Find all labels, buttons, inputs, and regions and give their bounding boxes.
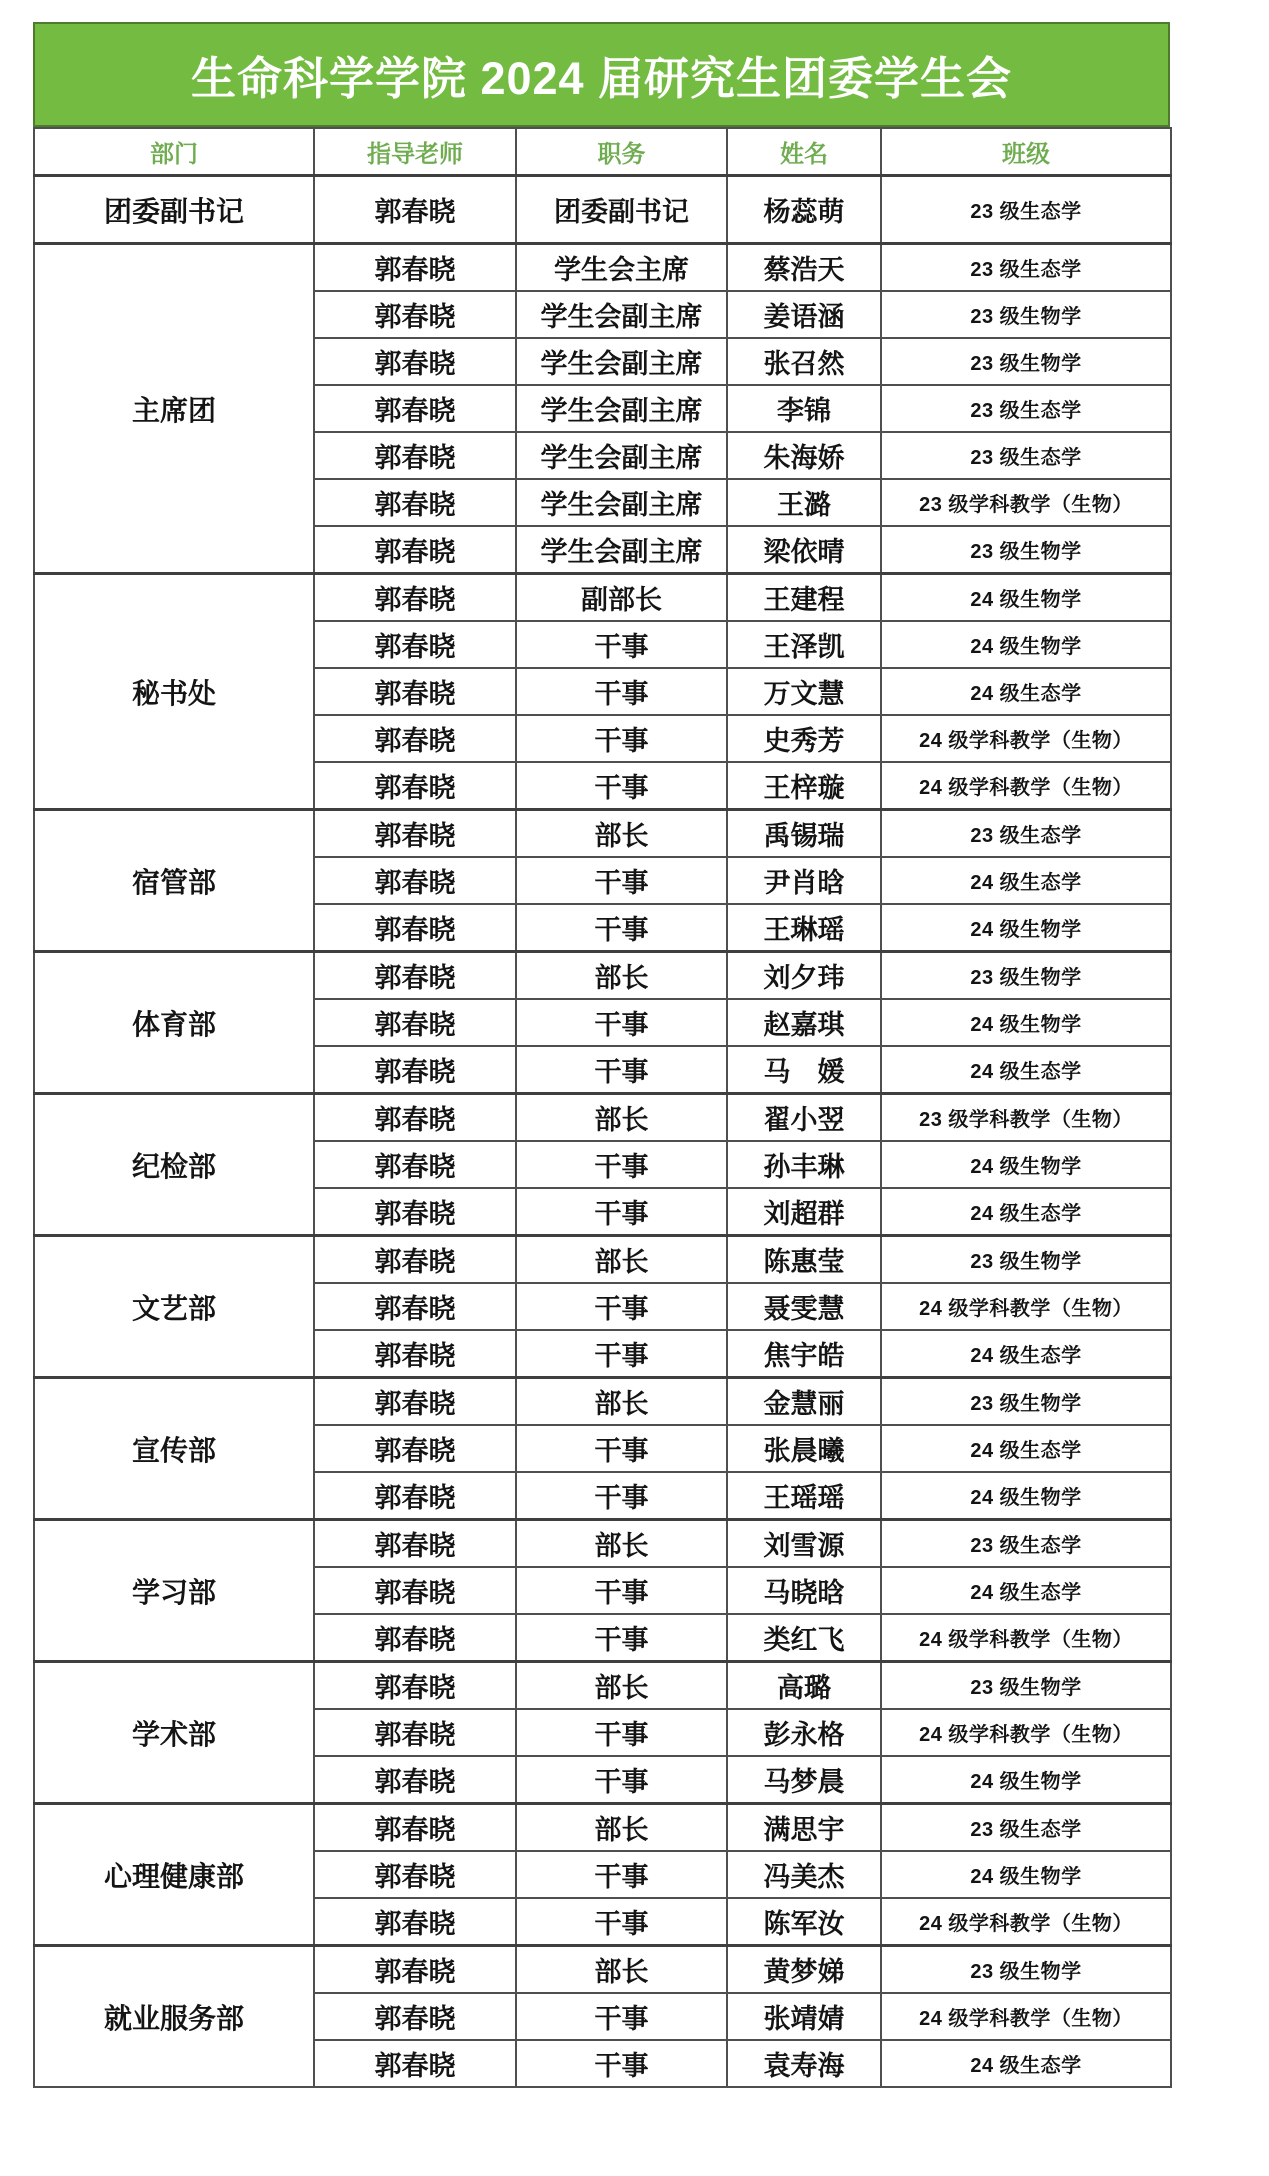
- class-cell: 23 级生态学: [881, 810, 1171, 858]
- department-cell: 主席团: [34, 244, 314, 574]
- name-cell: 黄梦娣: [727, 1946, 881, 1994]
- class-cell: 24 级学科教学（生物）: [881, 1283, 1171, 1330]
- class-cell: 23 级生态学: [881, 432, 1171, 479]
- column-header-class: 班级: [881, 128, 1171, 176]
- class-cell: 23 级生物学: [881, 291, 1171, 338]
- class-cell: 24 级生物学: [881, 999, 1171, 1046]
- position-cell: 干事: [516, 1993, 727, 2040]
- department-cell: 学习部: [34, 1520, 314, 1662]
- table-row: [34, 1520, 1171, 1568]
- position-cell: 干事: [516, 715, 727, 762]
- teacher-cell: 郭春晓: [314, 574, 516, 622]
- class-cell: 24 级生物学: [881, 1141, 1171, 1188]
- position-cell: 学生会副主席: [516, 479, 727, 526]
- column-header-position: 职务: [516, 128, 727, 176]
- column-header-teacher: 指导老师: [314, 128, 516, 176]
- name-cell: 朱海娇: [727, 432, 881, 479]
- teacher-cell: 郭春晓: [314, 1046, 516, 1094]
- teacher-cell: 郭春晓: [314, 1756, 516, 1804]
- teacher-cell: 郭春晓: [314, 1425, 516, 1472]
- department-cell: 体育部: [34, 952, 314, 1094]
- name-cell: 满思宇: [727, 1804, 881, 1852]
- position-cell: 部长: [516, 1520, 727, 1568]
- teacher-cell: 郭春晓: [314, 857, 516, 904]
- table-row: [34, 1946, 1171, 1994]
- name-cell: 焦宇皓: [727, 1330, 881, 1378]
- teacher-cell: 郭春晓: [314, 1330, 516, 1378]
- teacher-cell: 郭春晓: [314, 1520, 516, 1568]
- teacher-cell: 郭春晓: [314, 1094, 516, 1142]
- name-cell: 张靖婧: [727, 1993, 881, 2040]
- teacher-cell: 郭春晓: [314, 762, 516, 810]
- teacher-cell: 郭春晓: [314, 999, 516, 1046]
- teacher-cell: 郭春晓: [314, 526, 516, 574]
- teacher-cell: 郭春晓: [314, 1993, 516, 2040]
- class-cell: 24 级学科教学（生物）: [881, 1898, 1171, 1946]
- name-cell: 类红飞: [727, 1614, 881, 1662]
- name-cell: 王琳瑶: [727, 904, 881, 952]
- teacher-cell: 郭春晓: [314, 1141, 516, 1188]
- name-cell: 王建程: [727, 574, 881, 622]
- department-cell: 文艺部: [34, 1236, 314, 1378]
- class-cell: 24 级学科教学（生物）: [881, 715, 1171, 762]
- name-cell: 金慧丽: [727, 1378, 881, 1426]
- teacher-cell: 郭春晓: [314, 432, 516, 479]
- position-cell: 学生会副主席: [516, 291, 727, 338]
- position-cell: 部长: [516, 1946, 727, 1994]
- class-cell: 23 级生态学: [881, 244, 1171, 292]
- class-cell: 24 级生态学: [881, 1046, 1171, 1094]
- teacher-cell: 郭春晓: [314, 479, 516, 526]
- position-cell: 学生会副主席: [516, 385, 727, 432]
- class-cell: 23 级生态学: [881, 1520, 1171, 1568]
- position-cell: 干事: [516, 1851, 727, 1898]
- table-row: [34, 1804, 1171, 1852]
- class-cell: 24 级生态学: [881, 1330, 1171, 1378]
- position-cell: 部长: [516, 810, 727, 858]
- table-row: [34, 810, 1171, 858]
- class-cell: 24 级生物学: [881, 1756, 1171, 1804]
- teacher-cell: 郭春晓: [314, 1236, 516, 1284]
- roster-table: [33, 127, 1172, 2088]
- name-cell: 聂雯慧: [727, 1283, 881, 1330]
- position-cell: 干事: [516, 1567, 727, 1614]
- name-cell: 陈军汝: [727, 1898, 881, 1946]
- class-cell: 23 级学科教学（生物）: [881, 1094, 1171, 1142]
- name-cell: 王瑶瑶: [727, 1472, 881, 1520]
- name-cell: 蔡浩天: [727, 244, 881, 292]
- department-cell: 纪检部: [34, 1094, 314, 1236]
- teacher-cell: 郭春晓: [314, 1283, 516, 1330]
- position-cell: 干事: [516, 857, 727, 904]
- position-cell: 干事: [516, 1709, 727, 1756]
- teacher-cell: 郭春晓: [314, 291, 516, 338]
- teacher-cell: 郭春晓: [314, 1804, 516, 1852]
- page-title: 生命科学学院 2024 届研究生团委学生会: [190, 53, 1013, 104]
- position-cell: 干事: [516, 1330, 727, 1378]
- class-cell: 24 级生态学: [881, 1425, 1171, 1472]
- position-cell: 部长: [516, 1378, 727, 1426]
- class-cell: 24 级生物学: [881, 621, 1171, 668]
- name-cell: 禹锡瑞: [727, 810, 881, 858]
- class-cell: 23 级生物学: [881, 1662, 1171, 1710]
- class-cell: 24 级生态学: [881, 1567, 1171, 1614]
- position-cell: 干事: [516, 762, 727, 810]
- name-cell: 马 媛: [727, 1046, 881, 1094]
- name-cell: 史秀芳: [727, 715, 881, 762]
- class-cell: 23 级生物学: [881, 1236, 1171, 1284]
- class-cell: 24 级生态学: [881, 668, 1171, 715]
- position-cell: 干事: [516, 999, 727, 1046]
- teacher-cell: 郭春晓: [314, 1662, 516, 1710]
- position-cell: 干事: [516, 1898, 727, 1946]
- position-cell: 部长: [516, 1662, 727, 1710]
- teacher-cell: 郭春晓: [314, 2040, 516, 2087]
- name-cell: 刘雪源: [727, 1520, 881, 1568]
- name-cell: 王梓璇: [727, 762, 881, 810]
- class-cell: 24 级学科教学（生物）: [881, 762, 1171, 810]
- name-cell: 赵嘉琪: [727, 999, 881, 1046]
- name-cell: 冯美杰: [727, 1851, 881, 1898]
- position-cell: 干事: [516, 1756, 727, 1804]
- class-cell: 23 级生物学: [881, 952, 1171, 1000]
- class-cell: 23 级生态学: [881, 385, 1171, 432]
- name-cell: 刘超群: [727, 1188, 881, 1236]
- name-cell: 梁依晴: [727, 526, 881, 574]
- class-cell: 23 级生态学: [881, 1804, 1171, 1852]
- position-cell: 学生会主席: [516, 244, 727, 292]
- name-cell: 王泽凯: [727, 621, 881, 668]
- class-cell: 23 级生物学: [881, 338, 1171, 385]
- teacher-cell: 郭春晓: [314, 810, 516, 858]
- column-header-department: 部门: [34, 128, 314, 176]
- class-cell: 24 级学科教学（生物）: [881, 1614, 1171, 1662]
- teacher-cell: 郭春晓: [314, 1709, 516, 1756]
- class-cell: 23 级生物学: [881, 1378, 1171, 1426]
- teacher-cell: 郭春晓: [314, 904, 516, 952]
- teacher-cell: 郭春晓: [314, 1851, 516, 1898]
- position-cell: 干事: [516, 1141, 727, 1188]
- table-row: [34, 1094, 1171, 1142]
- teacher-cell: 郭春晓: [314, 1567, 516, 1614]
- class-cell: 24 级学科教学（生物）: [881, 1993, 1171, 2040]
- position-cell: 干事: [516, 904, 727, 952]
- name-cell: 翟小翌: [727, 1094, 881, 1142]
- name-cell: 袁寿海: [727, 2040, 881, 2087]
- position-cell: 干事: [516, 1425, 727, 1472]
- position-cell: 干事: [516, 1472, 727, 1520]
- class-cell: 24 级生物学: [881, 1472, 1171, 1520]
- class-cell: 24 级学科教学（生物）: [881, 1709, 1171, 1756]
- name-cell: 杨蕊萌: [727, 176, 881, 244]
- name-cell: 张召然: [727, 338, 881, 385]
- name-cell: 彭永格: [727, 1709, 881, 1756]
- teacher-cell: 郭春晓: [314, 715, 516, 762]
- teacher-cell: 郭春晓: [314, 1188, 516, 1236]
- class-cell: 23 级生物学: [881, 526, 1171, 574]
- position-cell: 学生会副主席: [516, 338, 727, 385]
- table-row: [34, 176, 1171, 244]
- name-cell: 万文慧: [727, 668, 881, 715]
- name-cell: 姜语涵: [727, 291, 881, 338]
- table-row: [34, 1662, 1171, 1710]
- class-cell: 23 级生态学: [881, 176, 1171, 244]
- position-cell: 干事: [516, 621, 727, 668]
- department-cell: 心理健康部: [34, 1804, 314, 1946]
- title-bar: [33, 22, 1170, 127]
- position-cell: 部长: [516, 1236, 727, 1284]
- position-cell: 部长: [516, 952, 727, 1000]
- class-cell: 24 级生态学: [881, 857, 1171, 904]
- department-cell: 宿管部: [34, 810, 314, 952]
- position-cell: 干事: [516, 668, 727, 715]
- class-cell: 24 级生物学: [881, 574, 1171, 622]
- name-cell: 马梦晨: [727, 1756, 881, 1804]
- class-cell: 24 级生态学: [881, 2040, 1171, 2087]
- header-row: [34, 128, 1171, 176]
- department-cell: 团委副书记: [34, 176, 314, 244]
- teacher-cell: 郭春晓: [314, 1472, 516, 1520]
- name-cell: 马晓晗: [727, 1567, 881, 1614]
- name-cell: 陈惠莹: [727, 1236, 881, 1284]
- department-cell: 秘书处: [34, 574, 314, 810]
- teacher-cell: 郭春晓: [314, 1378, 516, 1426]
- name-cell: 王潞: [727, 479, 881, 526]
- position-cell: 干事: [516, 1283, 727, 1330]
- name-cell: 刘夕玮: [727, 952, 881, 1000]
- teacher-cell: 郭春晓: [314, 952, 516, 1000]
- name-cell: 张晨曦: [727, 1425, 881, 1472]
- class-cell: 24 级生态学: [881, 1188, 1171, 1236]
- table-row: [34, 574, 1171, 622]
- position-cell: 干事: [516, 1046, 727, 1094]
- department-cell: 宣传部: [34, 1378, 314, 1520]
- position-cell: 副部长: [516, 574, 727, 622]
- column-header-name: 姓名: [727, 128, 881, 176]
- teacher-cell: 郭春晓: [314, 176, 516, 244]
- name-cell: 李锦: [727, 385, 881, 432]
- position-cell: 部长: [516, 1804, 727, 1852]
- table-row: [34, 1236, 1171, 1284]
- name-cell: 高璐: [727, 1662, 881, 1710]
- teacher-cell: 郭春晓: [314, 244, 516, 292]
- position-cell: 学生会副主席: [516, 432, 727, 479]
- class-cell: 23 级学科教学（生物）: [881, 479, 1171, 526]
- position-cell: 部长: [516, 1094, 727, 1142]
- teacher-cell: 郭春晓: [314, 1946, 516, 1994]
- class-cell: 24 级生物学: [881, 904, 1171, 952]
- class-cell: 23 级生物学: [881, 1946, 1171, 1994]
- department-cell: 就业服务部: [34, 1946, 314, 2088]
- table-row: [34, 1378, 1171, 1426]
- teacher-cell: 郭春晓: [314, 1898, 516, 1946]
- teacher-cell: 郭春晓: [314, 1614, 516, 1662]
- teacher-cell: 郭春晓: [314, 621, 516, 668]
- position-cell: 干事: [516, 1188, 727, 1236]
- class-cell: 24 级生物学: [881, 1851, 1171, 1898]
- position-cell: 干事: [516, 1614, 727, 1662]
- teacher-cell: 郭春晓: [314, 668, 516, 715]
- teacher-cell: 郭春晓: [314, 385, 516, 432]
- position-cell: 团委副书记: [516, 176, 727, 244]
- teacher-cell: 郭春晓: [314, 338, 516, 385]
- table-row: [34, 952, 1171, 1000]
- position-cell: 干事: [516, 2040, 727, 2087]
- department-cell: 学术部: [34, 1662, 314, 1804]
- table-row: [34, 244, 1171, 292]
- position-cell: 学生会副主席: [516, 526, 727, 574]
- name-cell: 尹肖晗: [727, 857, 881, 904]
- name-cell: 孙丰琳: [727, 1141, 881, 1188]
